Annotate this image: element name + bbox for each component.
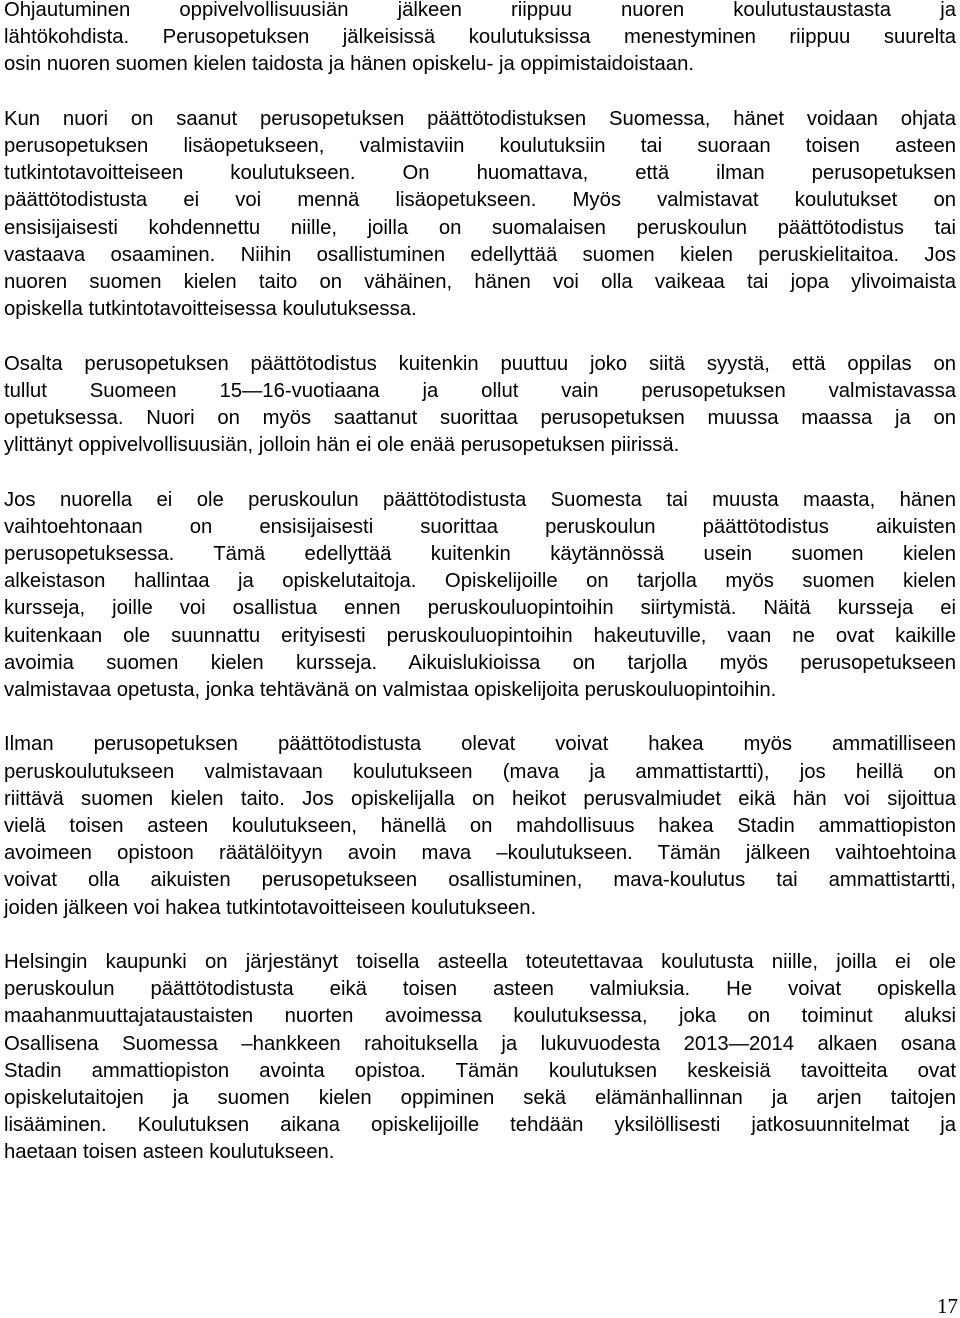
page-number: 17 [937, 1294, 958, 1318]
text-line: opiskella tutkintotavoitteisessa koulutuksessa. [4, 298, 417, 321]
text-line: lisääminen. Koulutuksen aikana opiskelijoille tehdään yksilöllisesti jatkosuunnitelmat ja [4, 1114, 956, 1137]
text-line: Stadin ammattiopiston avointa opistoa. Tämän koulutuksen keskeisiä tavoitteita ovat [4, 1059, 956, 1082]
text-line: riittävä suomen kielen taito. Jos opiskelijalla on heikot perusvalmiudet eikä hän voi sijoittua [4, 787, 956, 810]
text-line: opiskelutaitojen ja suomen kielen oppiminen sekä elämänhallinnan ja arjen taitojen [4, 1087, 956, 1110]
text-line: päättötodistusta ei voi mennä lisäopetukseen. Myös valmistavat koulutukset on [4, 189, 956, 212]
text-line: Osallisena Suomessa –hankkeen rahoituksella ja lukuvuodesta 2013—2014 alkaen osana [4, 1032, 956, 1055]
text-line: Kun nuori on saanut perusopetuksen päättötodistuksen Suomessa, hänet voidaan ohjata [4, 107, 956, 130]
text-line: tutkintotavoitteiseen koulutukseen. On huomattava, että ilman perusopetuksen [4, 162, 956, 185]
text-line: valmistavaa opetusta, jonka tehtävänä on valmistaa opiskelijoita peruskouluopintoihin. [4, 679, 777, 702]
text-line: ensisijaisesti kohdennettu niille, joilla on suomalaisen peruskoulun päättötodistus tai [4, 216, 956, 239]
paragraph [4, 351, 956, 460]
text-line: avoimia suomen kielen kursseja. Aikuislukioissa on tarjolla myös perusopetukseen [4, 651, 956, 674]
paragraph [4, 949, 956, 1167]
text-line: maahanmuuttajataustaisten nuorten avoimessa koulutuksessa, joka on toiminut aluksi [4, 1005, 956, 1028]
text-line: avoimeen opistoon räätälöityyn avoin mava –koulutukseen. Tämän jälkeen vaihtoehtoina [4, 842, 956, 865]
paragraph [4, 0, 956, 79]
text-line: Osalta perusopetuksen päättötodistus kuitenkin puuttuu joko siitä syystä, että oppilas on [4, 352, 956, 375]
paragraph [4, 106, 956, 324]
text-line: osin nuoren suomen kielen taidosta ja hänen opiskelu- ja oppimistaidoistaan. [4, 53, 694, 76]
text-line: Jos nuorella ei ole peruskoulun päättötodistusta Suomesta tai muusta maasta, hänen [4, 488, 956, 511]
text-line: voivat olla aikuisten perusopetukseen osallistuminen, mava-koulutus tai ammattistartti, [4, 869, 956, 892]
text-line: Helsingin kaupunki on järjestänyt toisella asteella toteutettavaa koulutusta niille, joilla ei ole [4, 951, 956, 974]
text-line: ylittänyt oppivelvollisuusiän, jolloin hän ei ole enää perusopetuksen piirissä. [4, 434, 680, 457]
text-line: joiden jälkeen voi hakea tutkintotavoitteiseen koulutukseen. [4, 896, 537, 919]
text-line: kuitenkaan ole suunnattu erityisesti peruskouluopintoihin hakeutuville, vaan ne ovat kaikille [4, 624, 956, 647]
text-line: haetaan toisen asteen koulutukseen. [4, 1141, 335, 1164]
text-line: perusopetuksen lisäopetukseen, valmistaviin koulutuksiin tai suoraan toisen asteen [4, 135, 956, 157]
document-body [4, 0, 956, 1194]
text-line: vielä toisen asteen koulutukseen, hänellä on mahdollisuus hakea Stadin ammattiopiston [4, 815, 956, 838]
text-line: kursseja, joille voi osallistua ennen peruskouluopintoihin siirtymistä. Näitä kursseja ei [4, 597, 956, 620]
text-line: vastaava osaaminen. Niihin osallistuminen edellyttää suomen kielen peruskielitaitoa. Jos [4, 243, 956, 266]
text-line: nuoren suomen kielen taito on vähäinen, hänen voi olla vaikeaa tai jopa ylivoimaista [4, 271, 956, 294]
text-line: peruskoulutukseen valmistavaan koulutukseen (mava ja ammattistartti), jos heillä on [4, 760, 956, 783]
text-line: vaihtoehtonaan on ensisijaisesti suorittaa peruskoulun päättötodistus aikuisten [4, 515, 956, 538]
text-line: lähtökohdista. Perusopetuksen jälkeisissä koulutuksissa menestyminen riippuu suurelta [4, 26, 956, 49]
text-line: Ilman perusopetuksen päättötodistusta olevat voivat hakea myös ammatilliseen [4, 733, 956, 756]
text-line: tullut Suomeen 15—16-vuotiaana ja ollut vain perusopetuksen valmistavassa [4, 379, 956, 402]
text-line: alkeistason hallintaa ja opiskelutaitoja. Opiskelijoille on tarjolla myös suomen kielen [4, 570, 956, 593]
text-line: Ohjautuminen oppivelvollisuusiän jälkeen riippuu nuoren koulutustaustasta ja [4, 0, 956, 21]
text-line: peruskoulun päättötodistusta eikä toisen asteen valmiuksia. He voivat opiskella [4, 978, 956, 1001]
paragraph [4, 487, 956, 705]
paragraph [4, 731, 956, 921]
text-line: opetuksessa. Nuori on myös saattanut suorittaa perusopetuksen muussa maassa ja on [4, 407, 956, 430]
text-line: perusopetuksessa. Tämä edellyttää kuitenkin käytännössä usein suomen kielen [4, 543, 956, 566]
